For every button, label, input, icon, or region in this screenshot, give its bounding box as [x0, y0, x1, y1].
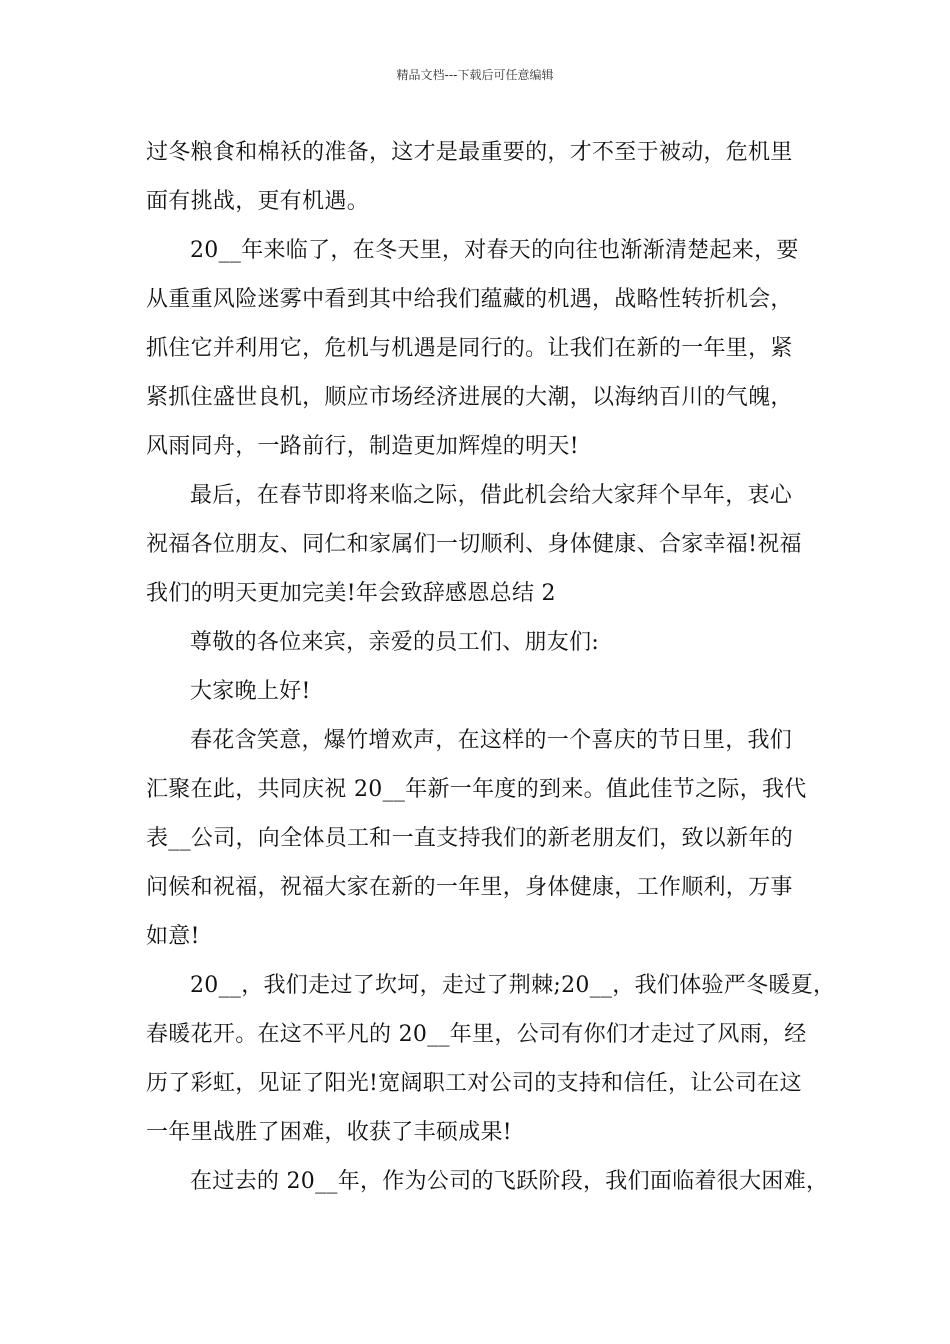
text-line: 20__，我们走过了坎坷，走过了荆棘;20__，我们体验严冬暖夏，	[190, 973, 836, 998]
text-line: 祝福各位朋友、同仁和家属们一切顺利、身体健康、合家幸福!祝福	[146, 532, 802, 557]
text-line: 春暖花开。在这不平凡的 20__年里，公司有你们才走过了风雨，经	[146, 1022, 807, 1047]
text-line: 尊敬的各位来宾，亲爱的员工们、朋友们:	[190, 630, 600, 655]
text-line: 从重重风险迷雾中看到其中给我们蕴藏的机遇，战略性转折机会，	[146, 287, 793, 312]
document-body	[146, 128, 836, 1206]
text-line: 大家晚上好!	[190, 679, 311, 704]
text-line: 面有挑战，更有机遇。	[146, 189, 370, 214]
text-line: 最后，在春节即将来临之际，借此机会给大家拜个早年，衷心	[190, 483, 793, 508]
text-line: 我们的明天更加完美!年会致辞感恩总结 2	[146, 581, 556, 606]
text-line: 历了彩虹，见证了阳光!宽阔职工对公司的支持和信任，让公司在这	[146, 1071, 802, 1096]
text-line: 抓住它并利用它，危机与机遇是同行的。让我们在新的一年里，紧	[146, 336, 793, 361]
text-line: 风雨同舟，一路前行，制造更加辉煌的明天!	[146, 434, 579, 459]
text-line: 一年里战胜了困难，收获了丰硕成果!	[146, 1120, 512, 1145]
text-line: 春花含笑意，爆竹增欢声，在这样的一个喜庆的节日里，我们	[190, 728, 793, 753]
text-line: 过冬粮食和棉袄的准备，这才是最重要的，才不至于被动，危机里	[146, 140, 793, 165]
page-header: 精品文档---下载后可任意编辑	[396, 68, 554, 82]
text-line: 在过去的 20__年，作为公司的飞跃阶段，我们面临着很大困难，	[190, 1169, 829, 1194]
text-line: 20__年来临了，在冬天里，对春天的向往也渐渐清楚起来，要	[190, 238, 799, 263]
text-line: 表__公司，向全体员工和一直支持我们的新老朋友们，致以新年的	[146, 826, 794, 851]
text-line: 汇聚在此，共同庆祝 20__年新一年度的到来。值此佳节之际，我代	[146, 777, 807, 802]
text-line: 如意!	[146, 924, 200, 949]
text-line: 紧抓住盛世良机，顺应市场经济进展的大潮，以海纳百川的气魄，	[146, 385, 793, 410]
text-line: 问候和祝福，祝福大家在新的一年里，身体健康，工作顺利，万事	[146, 875, 793, 900]
